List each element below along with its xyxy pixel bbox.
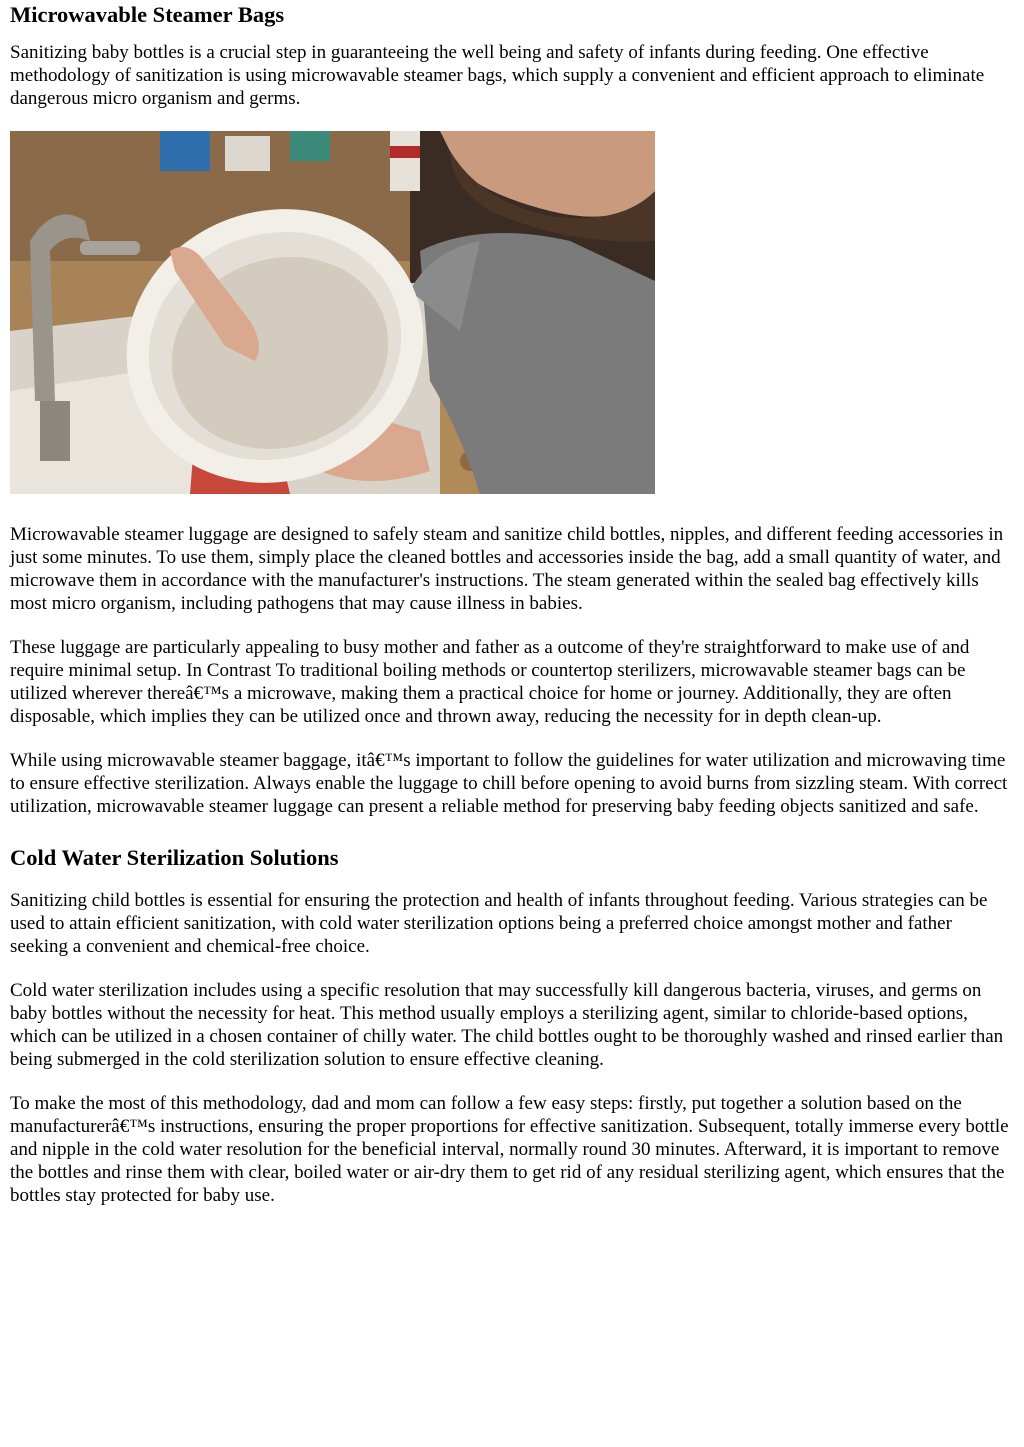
photo-man-holding-white-dish-at-sink [10,131,655,494]
paragraph-cold-steps: To make the most of this methodology, dad and mom can follow a few easy steps: firstly, put together a solution based on the manufacturerâ€™s instructions, ensuring the proper proportions for effective sanitization. Subsequent, totally immerse every bottle and nipple in the cold water resolution for the beneficial interval, normally round 30 minutes. Afterward, it is important to remove the bottles and rinse them with clear, boiled water or air-dry them to get rid of any residual sterilizing agent, which ensures that the bottles stay protected for baby use. [10,1093,1009,1206]
paragraph-intro: Sanitizing baby bottles is a crucial step in guaranteeing the well being and safety of infants during feeding. One effective methodology of sanitization is using microwavable steamer bags, which supply a convenient and efficient approach to eliminate dangerous micro organism and germs. [10,42,985,109]
section-heading-cold-water-sterilization: Cold Water Sterilization Solutions [10,845,339,870]
paragraph-steamer-usage: Microwavable steamer luggage are designed to safely steam and sanitize child bottles, nipples, and different feeding accessories in just some minutes. To use them, simply place the cleaned bottles and accessories inside the bag, add a small quantity of water, and microwave them in accordance with the manufacturer's instructions. The steam generated within the sealed bag effectively kills most micro organism, including pathogens that may cause illness in babies. [10,524,1004,614]
paragraph-steamer-guidelines: While using microwavable steamer baggage, itâ€™s important to follow the guidelines for water utilization and microwaving time to ensure effective sterilization. Always enable the luggage to chill before opening to avoid burns from sizzling steam. With correct utilization, microwavable steamer luggage can present a reliable method for preserving baby feeding objects sanitized and safe. [10,750,1008,817]
section-heading-microwavable-steamer-bags: Microwavable Steamer Bags [10,2,285,27]
paragraph-cold-method: Cold water sterilization includes using a specific resolution that may successfully kill dangerous bacteria, viruses, and germs on baby bottles without the necessity for heat. This method usually employs a sterilizing agent, similar to chloride-based options, which can be utilized in a chosen container of chilly water. The child bottles ought to be thoroughly washed and rinsed earlier than being submerged in the cold sterilization solution to ensure effective cleaning. [10,980,1004,1070]
paragraph-steamer-benefits: These luggage are particularly appealing to busy mother and father as a outcome of they're straightforward to make use of and require minimal setup. In Contrast To traditional boiling methods or countertop sterilizers, microwavable steamer bags can be utilized wherever thereâ€™s a microwave, making them a practical choice for home or journey. Additionally, they are often disposable, which implies they can be utilized once and thrown away, reducing the necessity for in depth clean-up. [10,637,970,727]
paragraph-cold-intro: Sanitizing child bottles is essential for ensuring the protection and health of infants throughout feeding. Various strategies can be used to attain efficient sanitization, with cold water sterilization options being a preferred choice amongst mother and father seeking a convenient and chemical-free choice. [10,890,988,957]
article [0,1,1024,1207]
